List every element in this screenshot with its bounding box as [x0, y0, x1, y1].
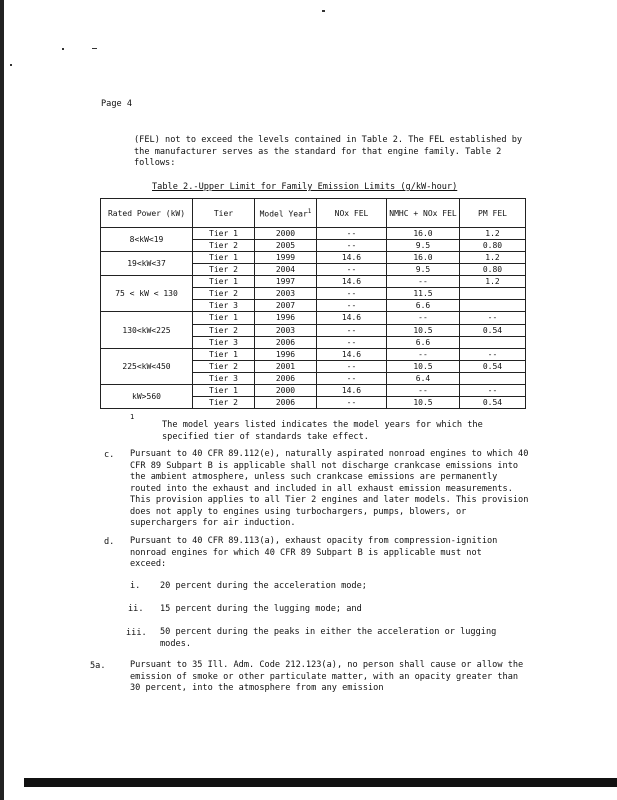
cell-nmhc-nox-fel: 10.5: [387, 396, 460, 408]
cell-nox-fel: --: [317, 240, 387, 252]
cell-tier: Tier 1: [193, 276, 255, 288]
cell-nmhc-nox-fel: 9.5: [387, 240, 460, 252]
subitem-text: 15 percent during the lugging mode; and: [160, 604, 362, 614]
header-nmhc-nox-fel: NMHC + NOx FEL: [387, 199, 460, 228]
cell-model-year: 2006: [255, 372, 317, 384]
cell-pm-fel: [460, 372, 526, 384]
cell-pm-fel: 1.2: [460, 228, 526, 240]
cell-model-year: 2005: [255, 240, 317, 252]
cell-pm-fel: 1.2: [460, 276, 526, 288]
cell-pm-fel: --: [460, 312, 526, 324]
cell-tier: Tier 3: [193, 372, 255, 384]
cell-nmhc-nox-fel: 6.6: [387, 300, 460, 312]
table-title: Table 2.-Upper Limit for Family Emission Limits (g/kW-hour): [152, 182, 458, 192]
cell-tier: Tier 1: [193, 312, 255, 324]
scan-speck: [322, 10, 325, 12]
scan-bottom-bar: [24, 778, 617, 787]
cell-model-year: 2006: [255, 336, 317, 348]
cell-nmhc-nox-fel: 6.4: [387, 372, 460, 384]
cell-rated-power: 19<kW<37: [101, 252, 193, 276]
header-model-year-label: Model Year: [259, 209, 308, 219]
item-c-text: Pursuant to 40 CFR 89.112(e), naturally aspirated nonroad engines to which 40 CFR 89 Subpart B is applicable shall not discharge crankcase emissions into the ambient atmosphere, unless such crankcase emissions are permanently routed into the exhaust and included in all exhaust emission measurements. This provision applies to all Tier 2 engines and later models. This provision does not apply to engines using turbochargers, pumps, blowers, or superchargers for air induction.: [130, 449, 529, 528]
cell-nox-fel: 14.6: [317, 276, 387, 288]
cell-model-year: 2007: [255, 300, 317, 312]
cell-nmhc-nox-fel: 9.5: [387, 264, 460, 276]
header-model-year: [255, 199, 317, 228]
cell-pm-fel: --: [460, 384, 526, 396]
cell-nmhc-nox-fel: --: [387, 348, 460, 360]
item-label: c.: [104, 450, 115, 460]
cell-nox-fel: --: [317, 264, 387, 276]
scan-edge-bar: [0, 0, 4, 800]
cell-rated-power: 225<kW<450: [101, 348, 193, 384]
item-d-text: Pursuant to 40 CFR 89.113(a), exhaust opacity from compression-ignition nonroad engines for which 40 CFR 89 Subpart B is applicable must not exceed:: [130, 536, 498, 569]
table-row: [101, 252, 526, 264]
cell-model-year: 2000: [255, 228, 317, 240]
cell-nmhc-nox-fel: 11.5: [387, 288, 460, 300]
cell-nox-fel: --: [317, 288, 387, 300]
cell-nox-fel: --: [317, 360, 387, 372]
cell-pm-fel: 0.54: [460, 396, 526, 408]
cell-tier: Tier 3: [193, 300, 255, 312]
cell-tier: Tier 2: [193, 240, 255, 252]
cell-tier: Tier 2: [193, 324, 255, 336]
intro-paragraph: (FEL) not to exceed the levels contained in Table 2. The FEL established by the manufacturer serves as the standard for that engine family. Table 2 follows:: [134, 135, 523, 168]
cell-nox-fel: 14.6: [317, 312, 387, 324]
cell-nox-fel: --: [317, 336, 387, 348]
cell-tier: Tier 1: [193, 252, 255, 264]
footnote-marker: 1: [307, 208, 312, 216]
table-row: [101, 312, 526, 324]
cell-tier: Tier 3: [193, 336, 255, 348]
cell-nmhc-nox-fel: 16.0: [387, 252, 460, 264]
cell-model-year: 1997: [255, 276, 317, 288]
cell-nmhc-nox-fel: 10.5: [387, 360, 460, 372]
cell-pm-fel: 0.54: [460, 360, 526, 372]
cell-model-year: 1996: [255, 312, 317, 324]
cell-pm-fel: [460, 300, 526, 312]
cell-model-year: 2001: [255, 360, 317, 372]
scan-speck: [92, 48, 97, 49]
cell-tier: Tier 2: [193, 288, 255, 300]
cell-tier: Tier 2: [193, 264, 255, 276]
item-label: 5a.: [90, 661, 106, 671]
cell-nox-fel: --: [317, 300, 387, 312]
cell-pm-fel: 0.80: [460, 240, 526, 252]
cell-nmhc-nox-fel: --: [387, 384, 460, 396]
cell-nmhc-nox-fel: --: [387, 312, 460, 324]
cell-model-year: 2003: [255, 288, 317, 300]
cell-tier: Tier 1: [193, 348, 255, 360]
cell-nox-fel: --: [317, 396, 387, 408]
cell-model-year: 1996: [255, 348, 317, 360]
cell-model-year: 2003: [255, 324, 317, 336]
cell-nox-fel: 14.6: [317, 252, 387, 264]
subitem-label: i.: [130, 581, 141, 591]
cell-model-year: 2000: [255, 384, 317, 396]
cell-pm-fel: [460, 336, 526, 348]
cell-nmhc-nox-fel: 10.5: [387, 324, 460, 336]
cell-tier: Tier 1: [193, 228, 255, 240]
subitem-label: ii.: [128, 604, 144, 614]
cell-nox-fel: 14.6: [317, 384, 387, 396]
cell-pm-fel: 0.54: [460, 324, 526, 336]
subitem-text: 50 percent during the peaks in either the acceleration or lugging modes.: [160, 627, 497, 649]
cell-pm-fel: --: [460, 348, 526, 360]
cell-tier: Tier 2: [193, 396, 255, 408]
subitem-text: 20 percent during the acceleration mode;: [160, 581, 367, 591]
table-row: [101, 384, 526, 396]
cell-rated-power: 75 < kW < 130: [101, 276, 193, 312]
header-nox-fel: NOx FEL: [317, 199, 387, 228]
subitem-label: iii.: [126, 628, 147, 638]
cell-nox-fel: 14.6: [317, 348, 387, 360]
scan-speck: [10, 64, 12, 66]
cell-rated-power: kW>560: [101, 384, 193, 408]
cell-nox-fel: --: [317, 228, 387, 240]
page-label: Page 4: [101, 99, 133, 109]
footnote-number: 1: [130, 413, 135, 421]
cell-model-year: 2006: [255, 396, 317, 408]
table-body: [101, 228, 526, 409]
cell-model-year: 2004: [255, 264, 317, 276]
cell-rated-power: 8<kW<19: [101, 228, 193, 252]
table-row: [101, 348, 526, 360]
table-header-row: [101, 199, 526, 228]
cell-tier: Tier 1: [193, 384, 255, 396]
cell-nox-fel: --: [317, 372, 387, 384]
cell-pm-fel: [460, 288, 526, 300]
table-row: [101, 228, 526, 240]
scan-speck: [62, 48, 64, 50]
cell-nmhc-nox-fel: 16.0: [387, 228, 460, 240]
cell-nmhc-nox-fel: 6.6: [387, 336, 460, 348]
cell-rated-power: 130<kW<225: [101, 312, 193, 348]
cell-pm-fel: 0.80: [460, 264, 526, 276]
table-row: [101, 276, 526, 288]
emission-limits-table: [100, 198, 525, 409]
cell-model-year: 1999: [255, 252, 317, 264]
cell-pm-fel: 1.2: [460, 252, 526, 264]
footnote-text: The model years listed indicates the model years for which the specified tier of standards take effect.: [162, 420, 483, 442]
header-pm-fel: PM FEL: [460, 199, 526, 228]
cell-tier: Tier 2: [193, 360, 255, 372]
item-label: d.: [104, 537, 115, 547]
cell-nmhc-nox-fel: --: [387, 276, 460, 288]
item-5a-text: Pursuant to 35 Ill. Adm. Code 212.123(a), no person shall cause or allow the emission of smoke or other particulate matter, with an opacity greater than 30 percent, into the atmosphere from any emission: [130, 660, 524, 693]
cell-nox-fel: --: [317, 324, 387, 336]
header-rated-power: Rated Power (kW): [101, 199, 193, 228]
header-tier: Tier: [193, 199, 255, 228]
